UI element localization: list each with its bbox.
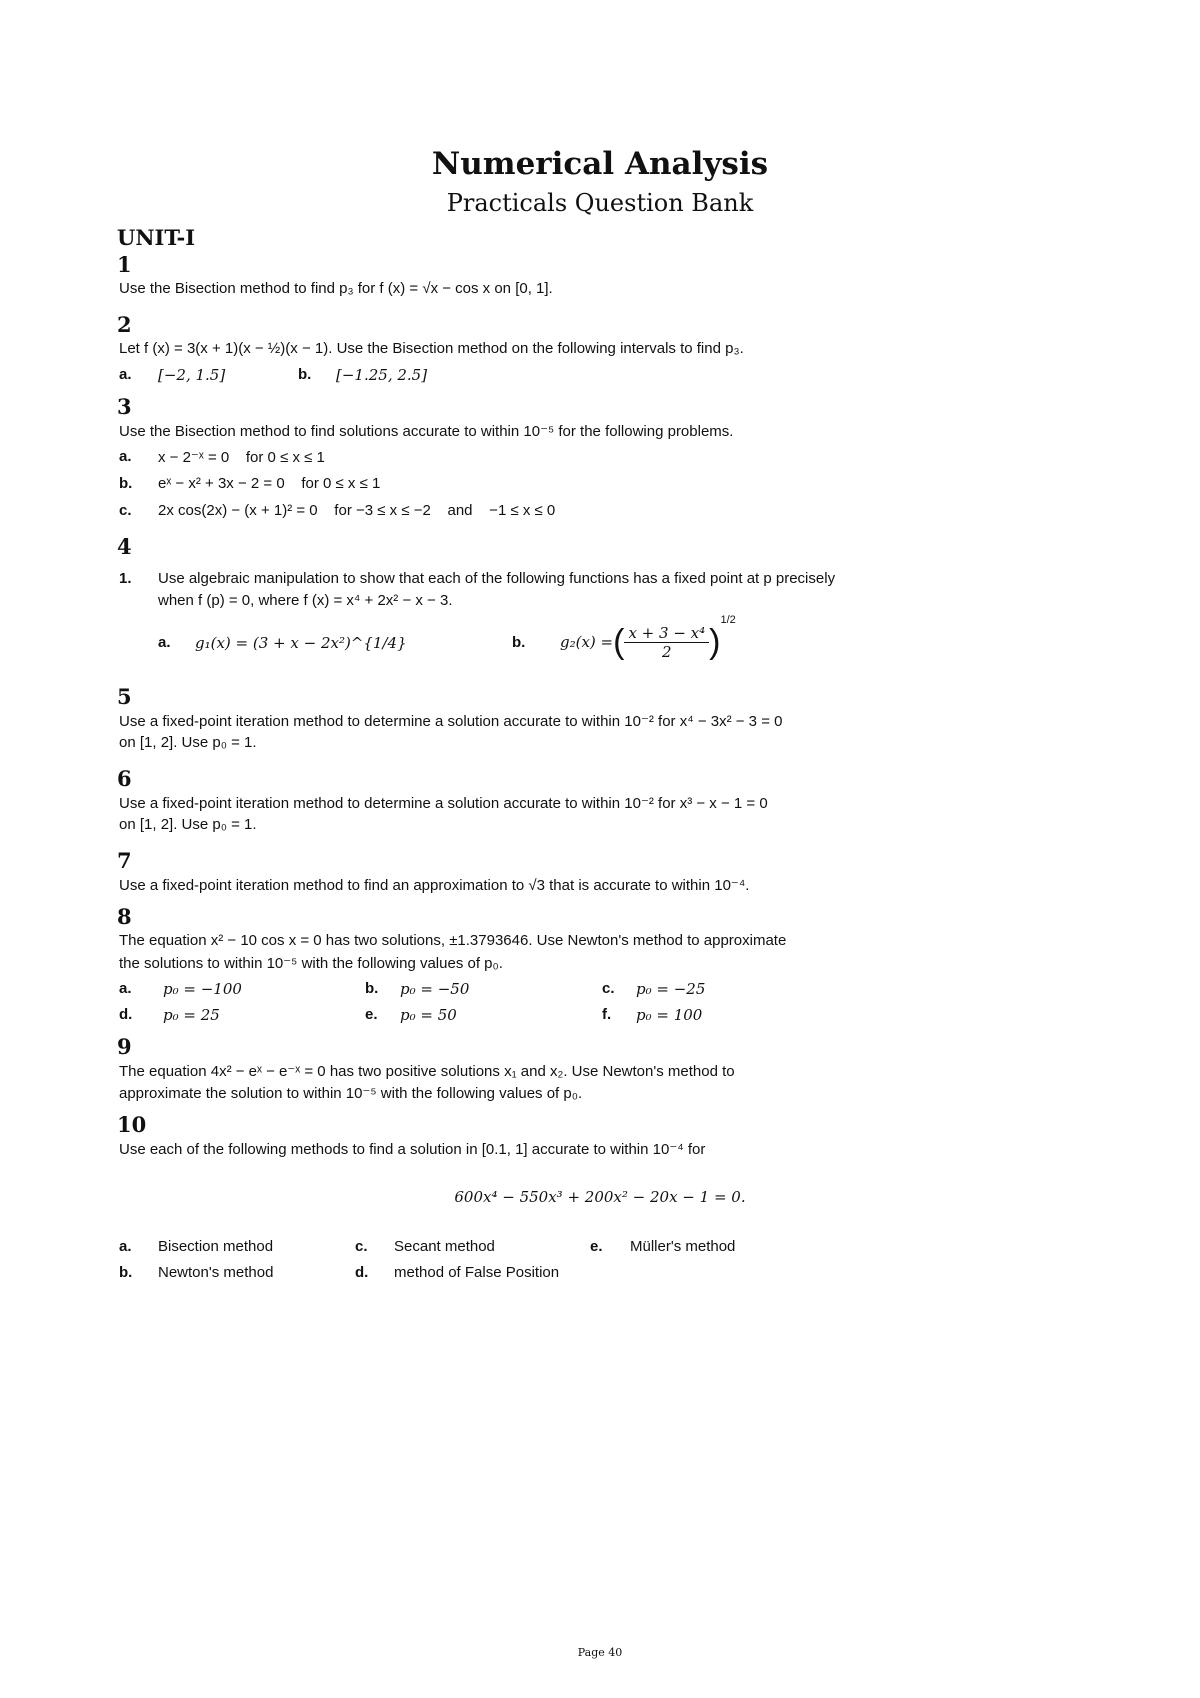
- option-text: Newton's method: [158, 1264, 274, 1281]
- question-number-10: 10: [117, 1112, 147, 1137]
- option-text: x − 2⁻ˣ = 0 for 0 ≤ x ≤ 1: [158, 449, 325, 466]
- option-label: b.: [365, 980, 379, 997]
- question-2-text: Let f (x) = 3(x + 1)(x − ½)(x − 1). Use the Bisection method on the following intervals to find p₃.: [119, 340, 744, 357]
- fraction-expression: [560, 612, 736, 672]
- question-number-9: 9: [117, 1034, 132, 1059]
- option-label: a.: [158, 634, 171, 651]
- question-8-line-2: the solutions to within 10⁻⁵ with the following values of p₀.: [119, 955, 503, 972]
- question-6-line-2: on [1, 2]. Use p₀ = 1.: [119, 816, 257, 833]
- question-number-6: 6: [117, 766, 132, 791]
- option-label: d.: [355, 1264, 369, 1281]
- option-text: [−1.25, 2.5]: [336, 366, 428, 384]
- question-number-4: 4: [117, 534, 132, 559]
- option-label: b.: [119, 1264, 133, 1281]
- page-subtitle: Practicals Question Bank: [446, 189, 754, 217]
- page-title: Numerical Analysis: [431, 146, 769, 182]
- option-label: c.: [355, 1238, 368, 1255]
- question-9-line-1: The equation 4x² − eˣ − e⁻ˣ = 0 has two positive solutions x₁ and x₂. Use Newton's method to: [119, 1063, 735, 1080]
- sub-item-label: 1.: [119, 570, 132, 587]
- option-text: p₀ = 100: [636, 1006, 703, 1024]
- option-label: a.: [119, 448, 132, 465]
- question-number-3: 3: [117, 394, 132, 419]
- option-text: method of False Position: [394, 1264, 560, 1281]
- option-text: p₀ = −50: [400, 980, 470, 998]
- option-text: Secant method: [394, 1238, 495, 1255]
- question-number-1: 1: [117, 252, 132, 277]
- right-paren: ): [709, 622, 721, 661]
- fraction-numerator: x + 3 − x⁴: [624, 624, 709, 643]
- question-3-text: Use the Bisection method to find solutions accurate to within 10⁻⁵ for the following problems.: [119, 423, 734, 440]
- question-6-line-1: Use a fixed-point iteration method to determine a solution accurate to within 10⁻² for x³ − x − 1 = 0: [119, 795, 768, 812]
- option-b-lhs: g₂(x) =: [560, 633, 614, 651]
- option-text: Müller's method: [630, 1238, 736, 1255]
- unit-heading: UNIT-I: [117, 225, 196, 250]
- option-label: a.: [119, 1238, 132, 1255]
- option-label: f.: [602, 1006, 612, 1023]
- left-paren: (: [613, 622, 625, 661]
- option-text: p₀ = −100: [163, 980, 242, 998]
- option-text: p₀ = 50: [400, 1006, 457, 1024]
- option-label: e.: [365, 1006, 378, 1023]
- option-label: d.: [119, 1006, 133, 1023]
- fraction-denominator: 2: [662, 642, 672, 661]
- question-number-8: 8: [117, 904, 132, 929]
- question-7-text: Use a fixed-point iteration method to find an approximation to √3 that is accurate to within 10⁻⁴.: [119, 877, 750, 894]
- question-5-line-1: Use a fixed-point iteration method to determine a solution accurate to within 10⁻² for x⁴ − 3x² − 3 = 0: [119, 713, 783, 730]
- option-text: g₁(x) = (3 + x − 2x²)^{1/4}: [195, 634, 407, 652]
- question-4-text-line-2: when f (p) = 0, where f (x) = x⁴ + 2x² − x − 3.: [158, 592, 453, 609]
- exponent: 1/2: [720, 614, 736, 626]
- question-10-text: Use each of the following methods to find a solution in [0.1, 1] accurate to within 10⁻⁴ for: [119, 1141, 706, 1158]
- option-text: p₀ = −25: [636, 980, 706, 998]
- question-4-text-line-1: Use algebraic manipulation to show that each of the following functions has a fixed point at p precisely: [158, 570, 836, 587]
- option-label: b.: [512, 634, 526, 651]
- question-number-2: 2: [117, 312, 132, 337]
- option-text: [−2, 1.5]: [158, 366, 226, 384]
- question-1-text: Use the Bisection method to find p₃ for f (x) = √x − cos x on [0, 1].: [119, 280, 553, 297]
- question-9-line-2: approximate the solution to within 10⁻⁵ with the following values of p₀.: [119, 1085, 583, 1102]
- option-text: eˣ − x² + 3x − 2 = 0 for 0 ≤ x ≤ 1: [158, 475, 381, 492]
- option-label: b.: [119, 475, 133, 492]
- question-10-equation: 600x⁴ − 550x³ + 200x² − 20x − 1 = 0.: [454, 1188, 746, 1206]
- question-8-line-1: The equation x² − 10 cos x = 0 has two solutions, ±1.3793646. Use Newton's method to approximate: [119, 932, 787, 949]
- option-text: 2x cos(2x) − (x + 1)² = 0 for −3 ≤ x ≤ −2 and −1 ≤ x ≤ 0: [158, 502, 556, 519]
- option-label: b.: [298, 366, 312, 383]
- option-text: p₀ = 25: [163, 1006, 220, 1024]
- option-label: e.: [590, 1238, 603, 1255]
- page-number: Page 40: [577, 1646, 623, 1659]
- question-number-7: 7: [117, 848, 132, 873]
- question-number-5: 5: [117, 684, 132, 709]
- question-5-line-2: on [1, 2]. Use p₀ = 1.: [119, 734, 257, 751]
- option-label: a.: [119, 980, 132, 997]
- option-label: a.: [119, 366, 132, 383]
- option-label: c.: [119, 502, 132, 519]
- option-label: c.: [602, 980, 615, 997]
- option-text: Bisection method: [158, 1238, 274, 1255]
- fraction: [624, 624, 709, 661]
